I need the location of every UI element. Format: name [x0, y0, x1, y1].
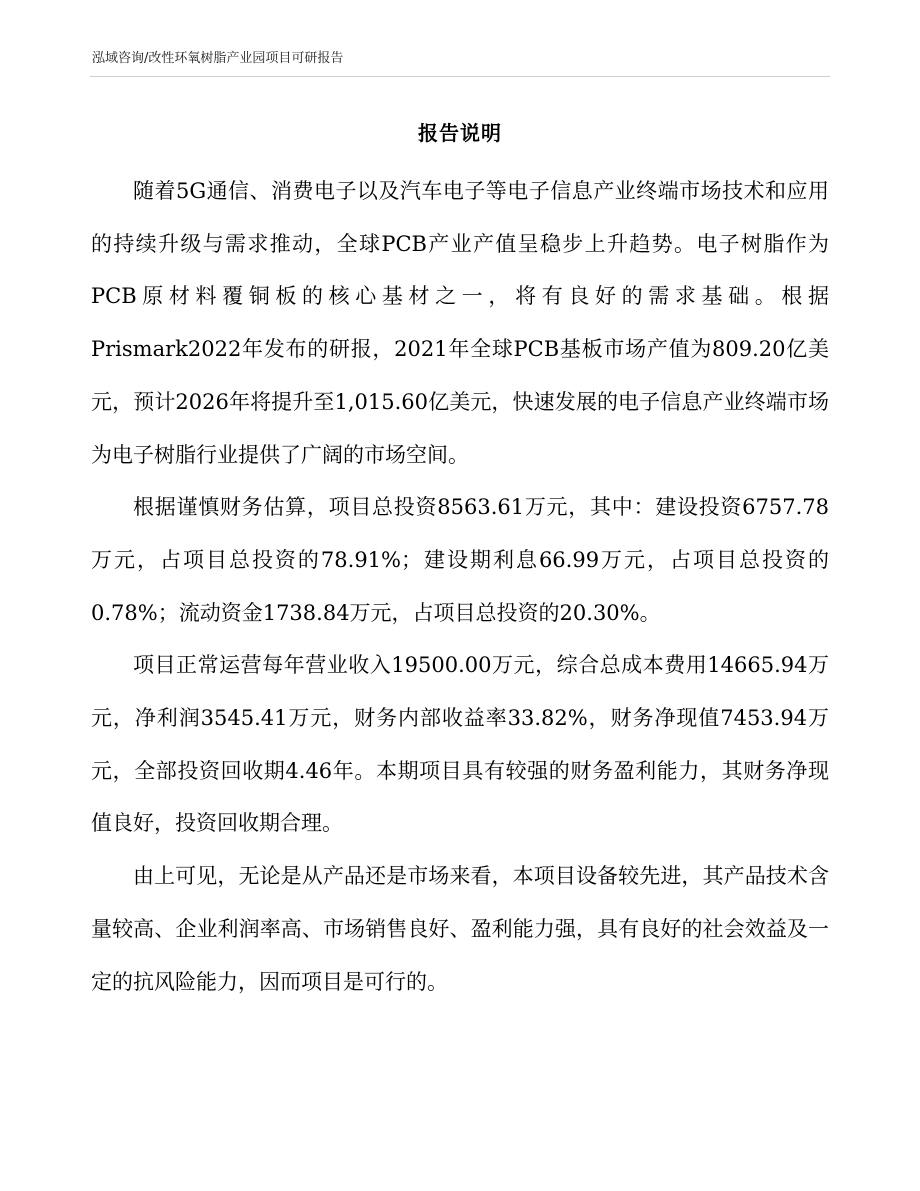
paragraph-conclusion: 由上可见，无论是从产品还是市场来看，本项目设备较先进，其产品技术含量较高、企业利润率高、市场销售良好、盈利能力强，具有良好的社会效益及一定的抗风险能力，因而项目是可行的。: [91, 864, 829, 994]
running-header: 泓域咨询/改性环氧树脂产业园项目可研报告: [92, 51, 344, 66]
report-body: [91, 165, 829, 1008]
page-title: 报告说明: [418, 121, 502, 145]
header-divider: [90, 76, 830, 77]
paragraph-market-background: 随着5G通信、消费电子以及汽车电子等电子信息产业终端市场技术和应用的持续升级与需求推动，全球PCB产业产值呈稳步上升趋势。电子树脂作为PCB原材料覆铜板的核心基材之一，将有良好的需求基础。根据Prismark2022年发布的研报，2021年全球PCB基板市场产值为809.20亿美元，预计2026年将提升至1,015.60亿美元，快速发展的电子信息产业终端市场为电子树脂行业提供了广阔的市场空间。: [91, 179, 829, 467]
paragraph-investment-estimate: 根据谨慎财务估算，项目总投资8563.61万元，其中：建设投资6757.78万元，占项目总投资的78.91%；建设期利息66.99万元，占项目总投资的0.78%；流动资金1738.84万元，占项目总投资的20.30%。: [91, 495, 829, 625]
paragraph-financial-returns: 项目正常运营每年营业收入19500.00万元，综合总成本费用14665.94万元，净利润3545.41万元，财务内部收益率33.82%，财务净现值7453.94万元，全部投资回收期4.46年。本期项目具有较强的财务盈利能力，其财务净现值良好，投资回收期合理。: [91, 653, 829, 836]
